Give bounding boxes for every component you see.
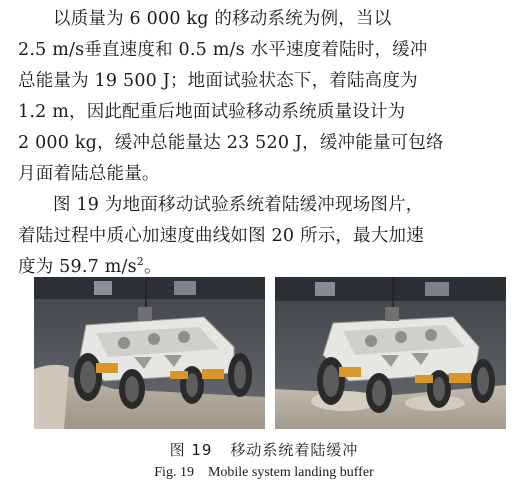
paragraph-2 [18, 190, 518, 283]
figure-caption-zh [0, 439, 528, 460]
figure-number-en: Fig. 19 [154, 465, 194, 480]
paragraph-line: 1.2 m，因此配重后地面试验移动系统质量设计为 [18, 102, 406, 122]
paragraph-line: 总能量为 19 500 J；地面试验状态下，着陆高度为 [18, 71, 418, 91]
paragraph-line: 2 000 kg，缓冲总能量达 23 520 J，缓冲能量可包络 [18, 133, 444, 153]
figure-19 [34, 277, 506, 429]
body-text [18, 4, 518, 283]
paragraph-line: 度为 59.7 $m/s^2$。 [18, 255, 162, 277]
paragraph-line: 着陆过程中质心加速度曲线如图 20 所示，最大加速 [18, 226, 424, 246]
landing-photo-left [34, 277, 265, 429]
paragraph-1 [18, 4, 518, 190]
landing-photo-right [275, 277, 506, 429]
figure-title-en: Mobile system landing buffer [207, 465, 374, 480]
paragraph-line: 图 19 为地面移动试验系统着陆缓冲现场图片， [53, 195, 424, 215]
figure-title-zh: 移动系统着陆缓冲 [230, 441, 359, 459]
figure-caption-en [0, 465, 528, 481]
paragraph-line: 以质量为 6 000 kg 的移动系统为例，当以 [53, 9, 392, 29]
paragraph-line: 2.5 m/s垂直速度和 0.5 m/s 水平速度着陆时，缓冲 [18, 40, 428, 60]
figure-number-zh: 图 19 [169, 441, 213, 459]
paragraph-line: 月面着陆总能量。 [18, 164, 160, 184]
